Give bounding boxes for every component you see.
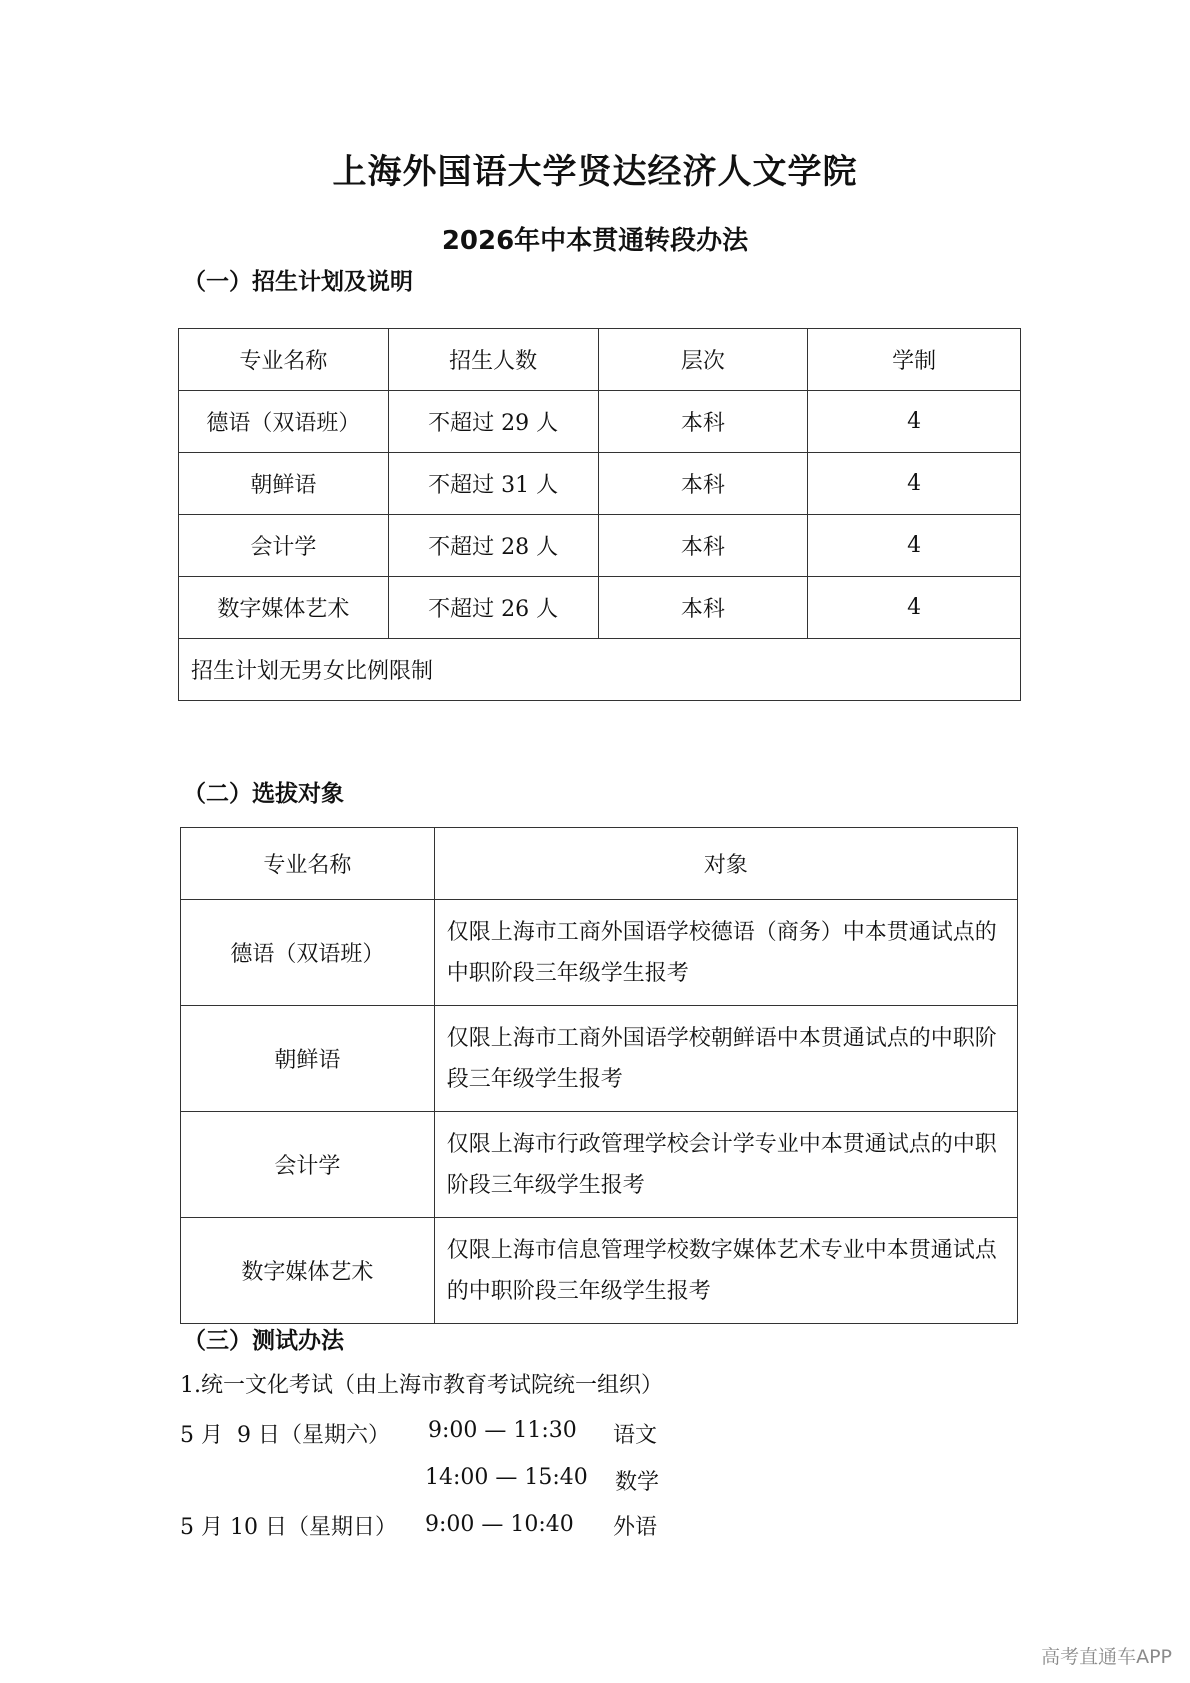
- cell-years: 4: [808, 453, 1021, 515]
- table-row: [179, 453, 1021, 515]
- table-row: [181, 1112, 1018, 1218]
- table-row: [181, 1006, 1018, 1112]
- cell-quota: 不超过 28 人: [388, 515, 598, 577]
- section1-heading: （一）招生计划及说明: [183, 269, 413, 295]
- table-note-row: [179, 639, 1021, 701]
- cell-major: 会计学: [181, 1112, 435, 1218]
- cell-major: 朝鲜语: [181, 1006, 435, 1112]
- cell-major: 朝鲜语: [179, 453, 389, 515]
- cell-years: 4: [808, 577, 1021, 639]
- table-header-row: [181, 828, 1018, 900]
- cell-target: 仅限上海市信息管理学校数字媒体艺术专业中本贯通试点的中职阶段三年级学生报考: [434, 1218, 1017, 1324]
- section3-heading: （三）测试办法: [183, 1328, 344, 1354]
- table-header-row: [179, 329, 1021, 391]
- header-major: 专业名称: [181, 828, 435, 900]
- section2-heading: （二）选拔对象: [183, 781, 344, 807]
- cell-level: 本科: [598, 577, 808, 639]
- watermark-text: 高考直通车APP: [1041, 1646, 1172, 1668]
- exam-item-1: 1.统一文化考试（由上海市教育考试院统一组织）: [180, 1373, 663, 1398]
- cell-level: 本科: [598, 391, 808, 453]
- cell-major: 德语（双语班）: [179, 391, 389, 453]
- cell-quota: 不超过 29 人: [388, 391, 598, 453]
- cell-quota: 不超过 26 人: [388, 577, 598, 639]
- header-years: 学制: [808, 329, 1021, 391]
- schedule-date: 5 月 9 日（星期六）: [180, 1423, 390, 1448]
- schedule-subject: 数学: [615, 1470, 660, 1495]
- header-major: 专业名称: [179, 329, 389, 391]
- cell-major: 德语（双语班）: [181, 900, 435, 1006]
- schedule-subject: 外语: [613, 1515, 658, 1540]
- header-level: 层次: [598, 329, 808, 391]
- enrollment-plan-table: [178, 328, 1021, 701]
- header-target: 对象: [434, 828, 1017, 900]
- schedule-subject: 语文: [613, 1423, 658, 1448]
- schedule-time: 9:00 — 11:30: [428, 1418, 577, 1443]
- schedule-date: 5 月 10 日（星期日）: [180, 1515, 397, 1540]
- table-row: [179, 515, 1021, 577]
- selection-target-table: [180, 827, 1018, 1324]
- cell-level: 本科: [598, 515, 808, 577]
- cell-major: 数字媒体艺术: [181, 1218, 435, 1324]
- header-quota: 招生人数: [388, 329, 598, 391]
- enrollment-note: 招生计划无男女比例限制: [179, 639, 1021, 701]
- cell-quota: 不超过 31 人: [388, 453, 598, 515]
- table-row: [181, 1218, 1018, 1324]
- cell-target: 仅限上海市行政管理学校会计学专业中本贯通试点的中职阶段三年级学生报考: [434, 1112, 1017, 1218]
- cell-level: 本科: [598, 453, 808, 515]
- cell-major: 数字媒体艺术: [179, 577, 389, 639]
- table-row: [179, 391, 1021, 453]
- schedule-time: 9:00 — 10:40: [425, 1512, 574, 1537]
- table-row: [179, 577, 1021, 639]
- cell-major: 会计学: [179, 515, 389, 577]
- table-row: [181, 900, 1018, 1006]
- document-title: 上海外国语大学贤达经济人文学院: [332, 152, 858, 192]
- document-subtitle: 2026年中本贯通转段办法: [441, 226, 749, 256]
- cell-target: 仅限上海市工商外国语学校朝鲜语中本贯通试点的中职阶段三年级学生报考: [434, 1006, 1017, 1112]
- schedule-time: 14:00 — 15:40: [425, 1465, 588, 1490]
- cell-target: 仅限上海市工商外国语学校德语（商务）中本贯通试点的中职阶段三年级学生报考: [434, 900, 1017, 1006]
- cell-years: 4: [808, 515, 1021, 577]
- cell-years: 4: [808, 391, 1021, 453]
